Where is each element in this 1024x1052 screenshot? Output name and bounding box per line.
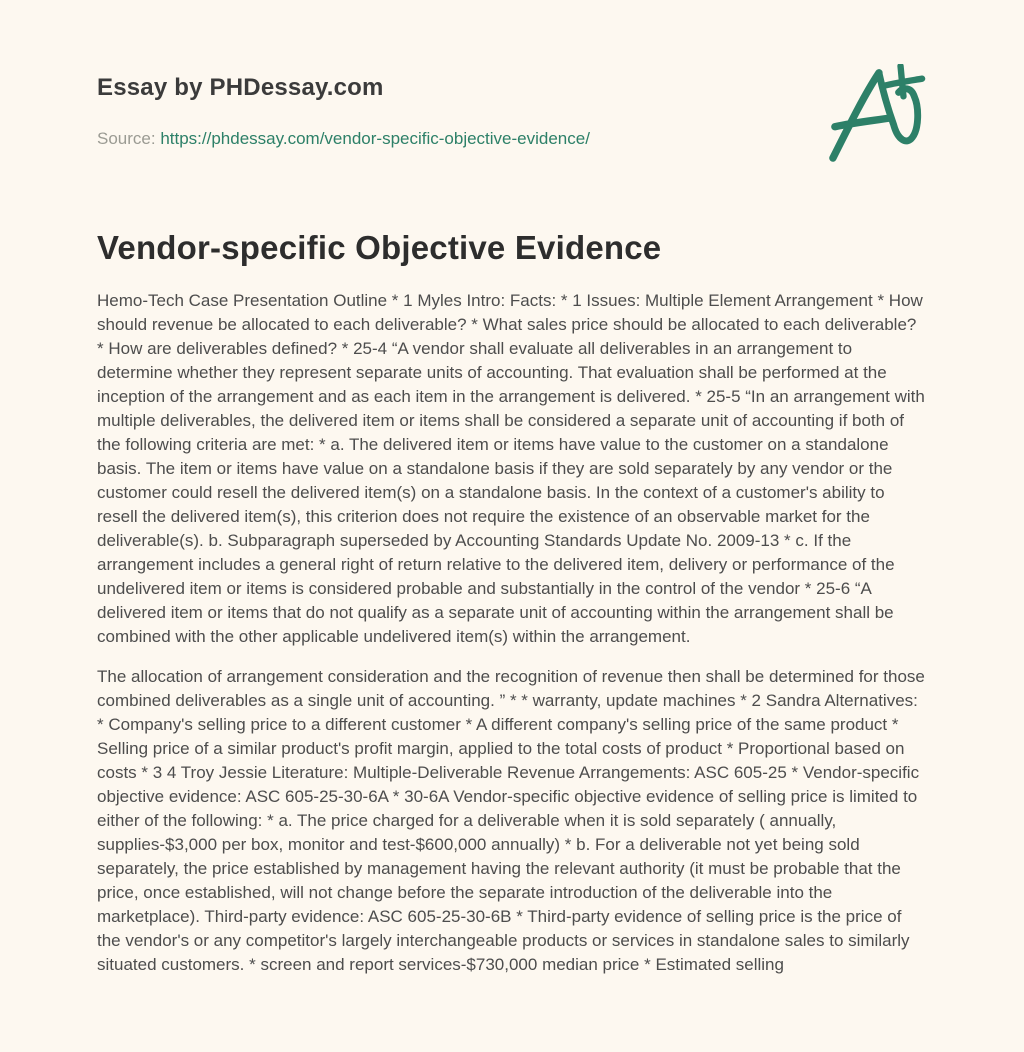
essay-page	[0, 64, 1024, 977]
source-label: Source:	[97, 129, 156, 148]
essay-title: Vendor-specific Objective Evidence	[97, 229, 662, 266]
brand-block	[97, 64, 590, 149]
phdessay-logo	[827, 64, 927, 162]
essay-paragraph: Hemo-Tech Case Presentation Outline * 1 Myles Intro: Facts: * 1 Issues: Multiple Element Arrangement * How should revenue be allocated to each deliverable? * What sales price should be allocated to each deliverable? * How are deliverables defined? * 25-4 “A vendor shall evaluate all deliverables in an arrangement to determine whether they represent separate units of accounting. That evaluation shall be performed at the inception of the arrangement and as each item in the arrangement is delivered. * 25-5 “In an arrangement with multiple deliverables, the delivered item or items shall be considered a separate unit of accounting if both of the following criteria are met: * a. The delivered item or items have value to the customer on a standalone basis. The item or items have value on a standalone basis if they are sold separately by any vendor or the customer could resell the delivered item(s) on a standalone basis. In the context of a customer's ability to resell the delivered item(s), this criterion does not require the existence of an observable market for the deliverable(s). b. Subparagraph superseded by Accounting Standards Update No. 2009-13 * c. If the arrangement includes a general right of return relative to the delivered item, delivery or performance of the undelivered item or items is considered probable and substantially in the control of the vendor * 25-6 “A delivered item or items that do not qualify as a separate unit of accounting within the arrangement shall be combined with the other applicable undelivered item(s) within the arrangement.	[97, 291, 925, 646]
a-plus-logo-icon	[827, 64, 927, 162]
page-header	[97, 64, 927, 166]
source-link[interactable]: https://phdessay.com/vendor-specific-objective-evidence/	[160, 129, 590, 148]
source-line	[97, 129, 590, 149]
essay-paragraph: The allocation of arrangement consideration and the recognition of revenue then shall be determined for those combined deliverables as a single unit of accounting. ” * * warranty, update machines * 2 Sandra Alternatives: * Company's selling price to a different customer * A different company's selling price of the same product * Selling price of a similar product's profit margin, applied to the total costs of product * Proportional based on costs * 3 4 Troy Jessie Literature: Multiple-Deliverable Revenue Arrangements: ASC 605-25 * Vendor-specific objective evidence: ASC 605-25-30-6A * 30-6A Vendor-specific objective evidence of selling price is limited to either of the following: * a. The price charged for a deliverable when it is sold separately ( annually, supplies-$3,000 per box, monitor and test-$600,000 annually) * b. For a deliverable not yet being sold separately, the price established by management having the relevant authority (it must be probable that the price, once established, will not change before the separate introduction of the deliverable into the marketplace). Third-party evidence: ASC 605-25-30-6B * Third-party evidence of selling price is the price of the vendor's or any competitor's largely interchangeable products or services in standalone sales to similarly situated customers. * screen and report services-$730,000 median price * Estimated selling	[97, 667, 925, 974]
essay-body	[97, 289, 927, 977]
brand-title: Essay by PHDessay.com	[97, 74, 384, 101]
